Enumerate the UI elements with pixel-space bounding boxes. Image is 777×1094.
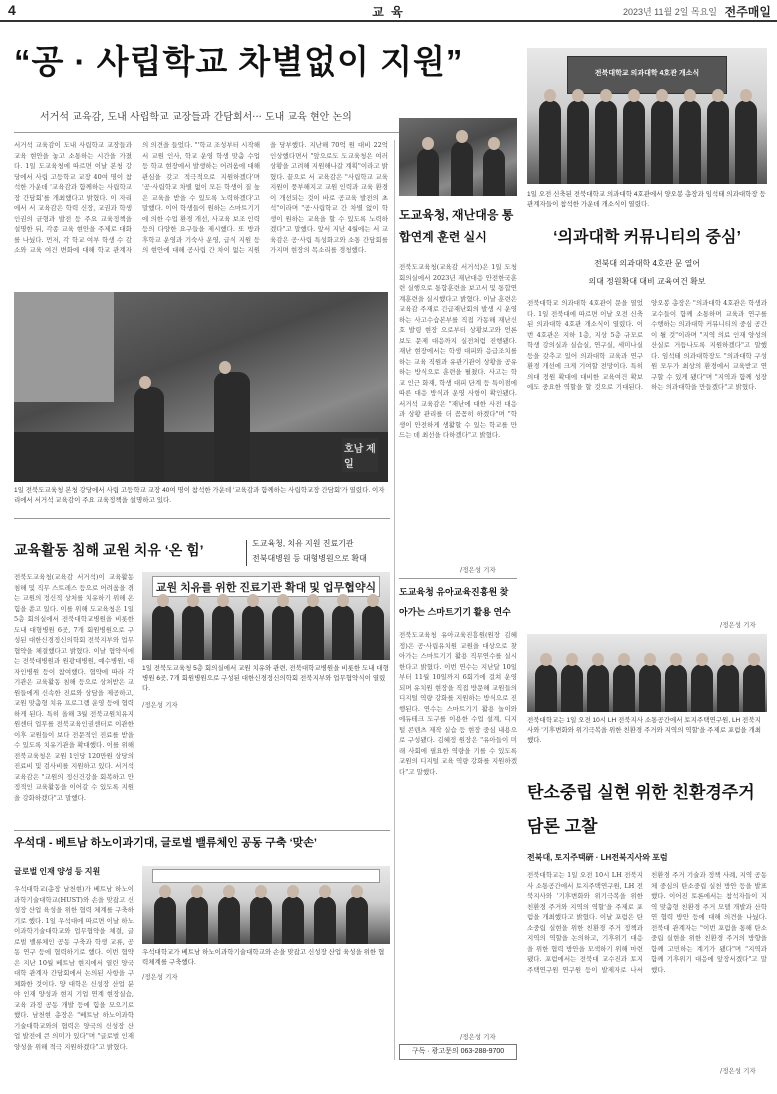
disaster-headline: 도교육청, 재난대응 통합연계 훈련 실시: [399, 208, 514, 244]
main-photo-caption: 1일 전북도교육청 본청 강당에서 사립 고등학교 교장 40여 명이 참석한 가운데 '교육감과 함께하는 사립학교장 간담회'가 열렸다. 이자리에서 서거석 교육감이 주요 교육정책을 설명하고 있다.: [14, 487, 385, 504]
disaster-byline: /정은성 기자: [460, 566, 496, 574]
vietnam-byline: /정은성 기자: [142, 973, 178, 981]
healing-photo: [142, 572, 390, 660]
subscription-box: 구독 · 광고문의 063-288-9700: [399, 1044, 517, 1060]
carbon-subhead: 전북대, 토지주택硏 · LH전북지사와 포럼: [527, 853, 668, 862]
med-sub2: 의대 정원확대 대비 교육여건 확보: [588, 277, 706, 286]
med-sign: 전북대학교 의과대학 4호관 개소식: [594, 70, 700, 77]
healing-caption: 1일 전북도교육청 5층 회의실에서 교원 치유와 관련, 전북대학교병원을 비롯한 도내 대형병원 6곳, 7개 회원병원으로 구성된 대한신경정신의학회 전북지부와 업무협약식이 열렸다.: [142, 665, 389, 692]
masthead: 전주매일: [724, 5, 771, 19]
disaster-photo: [399, 118, 517, 196]
med-byline: /정은성 기자: [720, 621, 756, 629]
vietnam-caption: 우석대학교가 베트남 하노이과학기술대학교와 손을 맞잡고 신성장 산업 육성을 위한 협력체계를 구축했다.: [142, 949, 385, 966]
med-headline: ‘의과대학 커뮤니티의 중심’: [553, 229, 741, 246]
med-sub1: 전북대 의과대학 4호관 문 열어: [593, 259, 701, 268]
main-subhead: 서거석 교육감, 도내 사립학교 교장들과 간담회서··· 도내 교육 현안 논의: [40, 112, 352, 123]
vietnam-body: 우석대학교(총장 남천현)가 베트남 하노이과학기술대학교(HUST)와 손을 맞잡고 신성장 산업 육성을 위한 협력 체계를 구축하기로 했다. 1일 우석대에 따르면 이날 하노이과학기술대학교와 업무협약을 체결, 글로벌 밸류체인 공동 구축과 학생 교류, 공동 연구 등에 협력하기로 했다. 이번 협약은 지난 10월 베트남 현지에서 열린 양국 대학 관계자 간담회에서 논의된 사항을 구체화한 것이다. 양 대학은 신성장 산업 분야 인재 양성과 현지 기업 연계 현장실습, 교육 과정 공동 개발 등에 힘을 모으기로 했다. 남천현 총장은 "베트남 하노이과학기술대학교와의 협력은 양국의 신성장 산업 발전에 큰 의미가 있다"며 "글로벌 인재 양성을 위해 적극 지원하겠다"고 밝혔다.: [14, 885, 134, 1051]
kindergarten-body: 전북도교육청 유아교육진흥원(원장 김혜정)은 공·사립유치원 교원을 대상으로 찾아가는 스마트기기 활용 직무연수를 실시한다고 밝혔다. 이번 연수는 지난달 10일부터 11월 10일까지 6회기에 걸쳐 운영되며 유치원 현장을 직접 방문해 교원들의 디지털 역량 강화를 지원하는 방식으로 진행된다. 연수는 스마트기기 활용 놀이와 에듀테크 도구를 이용한 수업 설계, 디지털 콘텐츠 제작 실습 등 현장 중심 내용으로 구성됐다. 김혜정 원장은 "유아들이 미래 사회에 필요한 역량을 기를 수 있도록 교원의 디지털 교육 역량 강화를 지원하겠다"고 말했다.: [399, 631, 517, 776]
med-photo: [527, 48, 767, 184]
vietnam-subhead: 글로벌 인재 양성 등 지원: [14, 867, 101, 876]
carbon-byline: /정은성 기자: [720, 1067, 756, 1075]
carbon-photo: [527, 634, 767, 712]
healing-banner: 교원 치유를 위한 진료기관 확대 및 업무협약식: [152, 576, 380, 597]
main-body: 서거석 교육감이 도내 사립학교 교장들과 교육 현안을 놓고 소통하는 시간을 가졌다. 1일 도교육청에 따르면 이날 본청 강당에서 사립 고등학교 교장 40여 명이 참석한 가운데 '교육감과 함께하는 사립학교장 간담회'를 개최했다고 밝혔다. 이 자리에서 서 교육감은 학력 신장, 교권과 학생인권의 균형과 발전 등 주요 교육정책을 설명한 뒤, 각종 교육 현안을 주제로 대화를 나눴다. 먼저, 각 학교 여부 학생 수 감소와 교육 여건 변화에 대해 학교 관계자의 의견을 들었다. "'학교 조성부터 시작해서 교원 인사, 학교 운영 학생 맞춤 수업 등 학교 현장에서 발생하는 어려움에 대해 관심을 갖고 적극적으로 지원하겠다'며 '공·사립학교 차별 없이 모든 학생이 질 높은 교육을 받을 수 있도록 노력하겠다'고 말했다. 이어 학생들이 원하는 스마트기기에 의한 수업 환경 개선, 사교육 보조 인력 등의 다양한 요구들을 제시했다. 또 방과후학교 운영과 기숙사 운영, 급식 지원 등의 현안에 대해 공사립 간 차이 없는 지원을 당부했다. 지난해 70억 원 대비 22억 인상했다면서 "앞으로도 도교육청은 여러 상황을 고려해 지원해나갈 계획"이라고 밝혔다. 끝으로 서 교육감은 "사립학교 교육 지원이 풍부해지고 교원 인력과 교육 환경이 개선되는 것이 바로 공교육 발전의 초석"이라며 "공·사립학교 간 차별 없이 학생이 원하는 교육을 할 수 있도록 노력하겠다"고 말했다. 앞서 지난 4월에는 서 교육감은 공·사립 특성화고와 소통 간담회를 가지며 현장의 목소리를 경청했다.: [14, 141, 388, 254]
carbon-caption: 전북대학교는 1일 오전 10시 LH 전북지사 소통공간에서 토지주택연구원, LH 전북지사와 '기후변화와 위기극복을 위한 친환경 주거와 지역의 역할'을 주제로 포럼을 개최했다.: [527, 717, 762, 744]
med-caption: 1일 오전 신축된 전북대학교 의과대학 4호관에서 양오봉 총장과 임석태 의과대학장 등 관계자들이 참석한 가운데 개소식이 열렸다.: [527, 191, 766, 208]
carbon-body: 전북대학교는 1일 오전 10시 LH 전북지사 소통공간에서 토지주택연구원, LH 전북지사와 '기후변화와 위기극복을 위한 친환경 주거와 지역의 역할'을 주제로 포럼을 개최했다고 밝혔다. 이날 포럼은 탄소중립 실현을 위한 친환경 주거 정책과 지역의 역할을 논의하고, 기후위기 대응을 위한 협력 방안을 모색하기 위해 마련됐다. 포럼에서는 전북대 교수진과 토지주택연구원 연구원 등이 발제자로 나서 친환경 주거 기술과 정책 사례, 지역 공동체 중심의 탄소중립 실천 방안 등을 발표했다. 이어진 토론에서는 참석자들이 지역 맞춤형 친환경 주거 모델 개발과 산학연 협력 방안 등에 대해 의견을 나눴다. 전북대 관계자는 "이번 포럼을 통해 탄소중립 실현을 위한 친환경 주거의 방향을 함께 고민하는 계기가 됐다"며 "지역과 함께 기후위기 대응에 앞장서겠다"고 말했다.: [527, 871, 767, 974]
vietnam-body-cont: [142, 972, 390, 1056]
main-photo: [14, 292, 388, 482]
photo-sign: 호남 제일: [342, 438, 378, 472]
kindergarten-byline: /정은성 기자: [460, 1033, 496, 1041]
vietnam-headline: 우석대 - 베트남 하노이과기대, 글로벌 밸류체인 공동 구축 ‘맞손’: [14, 837, 317, 849]
med-body: 전북대학교 의과대학 4호관이 문을 열었다. 1일 전북대에 따르면 이날 오전 신축된 의과대학 4호관 개소식이 열렸다. 이번 4호관은 지하 1층, 지상 5층 규모로 학생 강의실과 실습실, 연구실, 세미나실 등을 갖추고 있어 의과대학 교육과 연구 환경 개선에 크게 기여할 전망이다. 특히 의대 정원 확대에 대비한 교육여건 확보에도 중요한 역할을 할 것으로 기대된다. 양오봉 총장은 "의과대학 4호관은 학생과 교수들이 함께 소통하며 교육과 연구를 수행하는 의과대학 커뮤니티의 중심 공간이 될 것"이라며 "지역 의료 인재 양성의 산실로 거듭나도록 지원하겠다"고 말했다. 임석태 의과대학장도 "의과대학 구성원 모두가 최상의 환경에서 교육받고 연구할 수 있게 됐다"며 "지역과 함께 성장하는 의과대학을 만들겠다"고 밝혔다.: [527, 299, 767, 391]
kindergarten-headline: 도교육청 유아교육진흥원 찾아가는 스마트기기 활용 연수: [399, 587, 511, 617]
carbon-headline: 탄소중립 실현 위한 친환경주거 담론 고찰: [527, 783, 755, 836]
healing-byline: /정은성 기자: [142, 701, 178, 709]
disaster-body: 전북도교육청(교육감 서거석)은 1일 도청 회의실에서 2023년 재난대응 안전한국훈련 실행으로 통합훈련을 보고서 및 통합연계훈련을 실시했다고 밝혔다. 이날 훈련은 교육감 주재로 긴급재난회의 발생 시 운영하는 사고수습본부를 직접 가동해 재난신호 발령 현장 으로부터 상황보고와 언론 보도 문제 대응까지 실전처럼 진행됐다. 재난 현장에서는 학생 대피와 응급조치를 하는 교육 직원과 유관기관이 상황을 공유하는 방식으로 훈련을 펼쳤다. 사고는 학교 인근 화재, 학생 대피 단계 등 특이점에 따른 대응 방식과 운영 사항이 확인됐다. 서거석 교육감은 "재난에 대한 사전 대응과 상황 관리를 더 꼼꼼히 하겠다"며 "학생이 안전하게 생활할 수 있는 학교를 만드는 데 최선을 다하겠다"고 밝혔다.: [399, 263, 517, 439]
healing-sub2: 전북대병원 등 대형병원으로 확대: [252, 554, 367, 563]
section-name: 교 육: [372, 5, 405, 19]
page-number: 4: [8, 2, 16, 18]
healing-sub1: 도교육청, 치유 지원 진료기관: [252, 539, 354, 548]
vietnam-photo: [142, 866, 390, 944]
page-header: [0, 0, 777, 22]
healing-headline: 교육활동 침해 교원 치유 ‘온 힘’: [14, 542, 204, 558]
healing-body-cont: [142, 700, 390, 824]
healing-body: 전북도교육청(교육감 서거석)이 교육활동 침해 및 직무 스트레스 등으로 어려움을 겪는 교원의 정신적 상처를 치유하기 위해 온 힘을 쏟고 있다. 이를 위해 도교육청은 1일 5층 회의실에서 전북대학교병원을 비롯한 도내 대형병원 6곳, 7개 회원병원으로 구성된 대한신경정신의학회 전북지부와 업무협약을 체결했다고 밝혔다. 이날 협약식에는 전북대병원과 원광대병원, 예수병원, 대자인병원 등이 참여했다. 협약에 따라 각 기관은 교육활동 침해 등으로 상처받은 교원들에게 신속한 진료와 상담을 제공하고, 교원 맞춤형 치유 프로그램 운영 등에 협력하게 된다. 특히 올해 3월 전북교원치유지원센터 업무를 전북교육인권센터로 이관한 이후 교원들이 보다 전문적인 진료를 받을 수 있도록 치유기관을 확대했다. 이를 위해 전북교육청은 교원 1인당 120만원 상당의 진료비 및 검사비를 지원하고 있다. 서거석 교육감은 "교원의 정신건강을 회복하고 안정적인 교육활동을 이어갈 수 있도록 지원을 강화하겠다"고 말했다.: [14, 573, 134, 802]
main-headline: “공 · 사립학교 차별없이 지원”: [14, 43, 464, 80]
issue-date: 2023년 11월 2일 목요일: [622, 7, 717, 17]
